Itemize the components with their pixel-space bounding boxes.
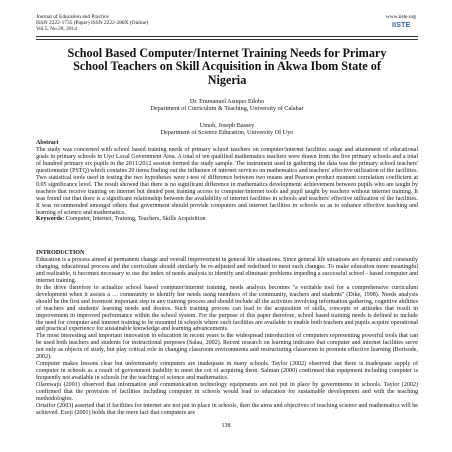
paragraph: In the drive therefore to actualize school based computer/internet training, needs analysis becomes "a veritable tool for a comprehensive curriculum development when it assists a … community to identify her needs using members of the community, teachers and students" (Dike, 1998). Needs analysis should be the first and foremost important step in any training process and should include all the activities involving information gathering, cognitive abilities of teachers and students' learning needs and desires. Such training process can lead to the acquisition of skills, concepts or attitudes that result in improvement in improved performance within the school system. For the purpose of this paper therefore, school based training needs is defined to include the need for computer and internet training to be mounted in schools where such facilities are available to enable both teachers and pupils acquire operational and practical experience for sustainable knowledge and learning advancements. (36, 284, 418, 333)
keywords-label: Keywords: (36, 216, 65, 223)
page-number: 138 (221, 423, 231, 429)
keywords-line (36, 216, 418, 223)
author-block-1 (80, 98, 374, 112)
journal-site[interactable] (376, 14, 416, 20)
author-name: Dr. Emmanuel Asuquo Edoho (189, 98, 265, 105)
abstract-heading: Abstract (36, 140, 59, 146)
paragraph: Olarewaju (2001) observed that information and communication technology equipments are not put in place by governments in schools. Taylor (2002) confirmed that the provision of facilities including computer in schools would lead to education for sustainable development and with the teaching methodologies. (36, 382, 418, 403)
author-name: Umoh, Joseph Bassey (199, 122, 255, 129)
paragraph: Education is a process aimed at permanent change and overall improvement in general life situations. Since general life situations are dynamic and constantly changing, educational process and the curriculum should similarly be re-adjusted and redefined to meet such changes. To make education more meaningful and realizable, it becomes necessary to use the index of needs analysis to identify and eliminate problems impeding a successful school - based computer and internet training. (36, 256, 418, 284)
keywords-text: Computer, Internet, Training, Teachers, Skills Acquisition (65, 216, 206, 223)
paragraph: The most interesting and important innovation in education in recent years is the widespread introduction of computers representing powerful tools that can be used both teachers and students for instructional purposes (Salau, 2002). Recent research on learning indicates that computer and internet facilities serve not only as objects of study, but play critical role in changing classroom environments and restructuring classroom to promote effective learning (Borisode, 2002). (36, 333, 418, 361)
paper-title: School Based Computer/Internet Training Needs for Primary School Teachers on Skill Acquisition in Akwa Ibom State of Nigeria (67, 46, 387, 87)
introduction-section (36, 250, 418, 417)
intro-heading: INTRODUCTION (36, 250, 85, 256)
header-rule-bottom (36, 39, 418, 40)
journal-site-link[interactable]: www.iiste.org (385, 14, 416, 20)
paragraph: Computer makes lessons clear but unfortunately computers are inadequate in many schools. Taylor (2002) observed that there is inadequate supply of computer in schools as a result of government inability to meet the cot of acquiring them. Salman (2000) confirmed that equipment including computer is frequently not available in schools for the teaching of science and mathematics. (36, 361, 418, 382)
journal-name: Journal of Education and Practice (36, 14, 109, 20)
author-affiliation: Department of Curriculum & Teaching, University of Calabar (150, 105, 304, 113)
author-block-2 (80, 122, 374, 136)
abstract-section (36, 140, 418, 223)
journal-header (36, 14, 416, 33)
abstract-text: The study was concerned with school based training needs of primary school teachers on computer/internet facilities usage and attainment of educational goals in primary schools in Uyo Local Government Area. A total of ten qualified mathematics teachers were drawn from the five primary schools and a total of hundred primary six pupils in the 2011/2012 session formed the study sample. The instrument used in gathering the data was the primary school teachers' questionnaire (PSTQ) which contains 20 items finding out the influence of internet services on mathematics and teachers' effective utilization of the facilities. Two statistical tools used in testing the two hypotheses were t-test of difference between two means and Pearson product moment correlation coefficient at 0.05 significance level. The result showed that there is no significant difference in mathematics development/ achievement between pupils who are taught by teachers that receive training on internet but denied post training access to computer/internet tools and pupil taught by teachers without internet training. It was found out that there is a significant relationship between the availability of internet facilities in schools and teachers' effective utilization of the facilities. It was recommended amongst others that government should provide computers and internet facilities in schools so as to enhance effective teaching and learning of science and mathematics. (36, 146, 418, 216)
journal-issn: ISSN 2222-1735 (Paper) ISSN 2222-288X (Online) (36, 20, 149, 27)
paragraph: Oriaifor (2003) asserted that if facilities for internet are not put in place in schools, then the aims and objectives of teaching science and mathematics will be achieved. Ezeji (2001) holds that the mere fact that computers are (36, 402, 418, 416)
author-affiliation: Department of Science Education, University Of Uyo (160, 129, 294, 137)
journal-volume: Vol.5, No.20, 2014 (36, 26, 77, 33)
header-rule-top (36, 36, 418, 37)
iiste-logo: IISTE (392, 22, 411, 29)
